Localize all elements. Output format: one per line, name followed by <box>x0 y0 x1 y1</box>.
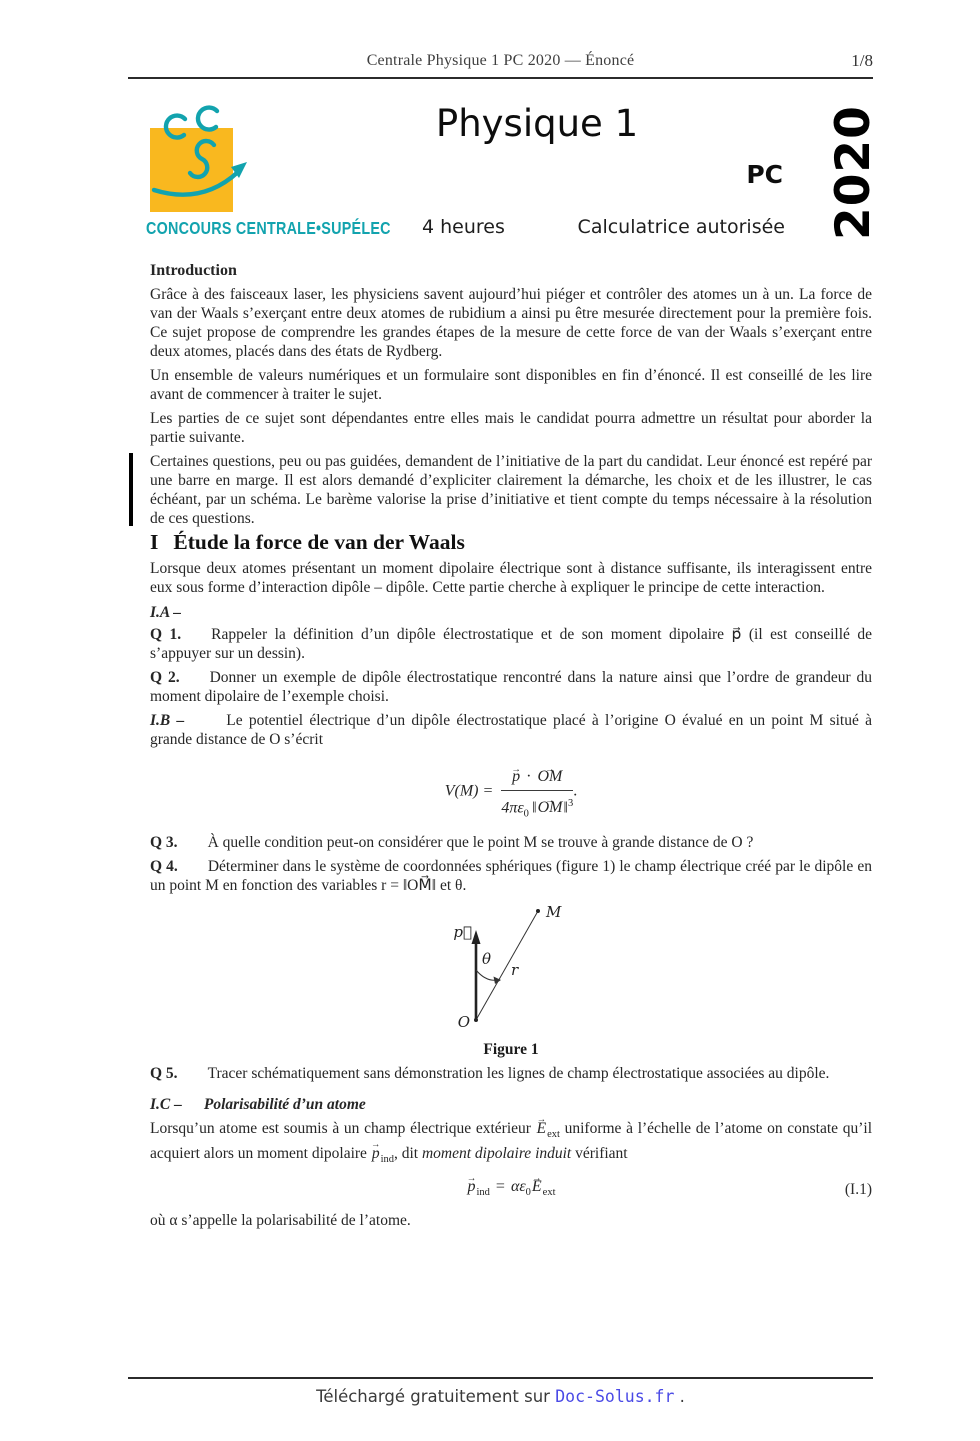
intro-paragraph-text: Certaines questions, peu ou pas guidées, demandent de l’initiative de la part du candidat. Leur énoncé est repéré par une barre en marge. Il est alors demandé d’expliciter clairement la démarche, les choix et de les illustrer, le cas échéant, par un schéma. Le barème valorise la prise d’initiative et tient compte du temps nécessaire à la résolution de ces questions. <box>150 453 872 527</box>
dot-operator: · <box>526 768 532 785</box>
epsilon-subscript: 0 <box>525 1186 531 1198</box>
p-arrowhead <box>472 930 481 944</box>
question-4 <box>150 857 872 895</box>
footer-period: . <box>674 1387 685 1406</box>
subsection-ic-title: Polarisabilité d’un atome <box>203 1095 366 1113</box>
question-2 <box>150 668 872 706</box>
origin-dot <box>474 1018 478 1022</box>
e-ext-vector: → E <box>531 1177 543 1197</box>
exam-title: Physique 1 <box>435 102 639 145</box>
running-header <box>128 52 873 70</box>
question-3 <box>150 833 872 852</box>
subsection-ia-heading: I.A – <box>150 604 182 621</box>
figure-1-caption: Figure 1 <box>483 1040 539 1058</box>
question-label: Q 4. <box>150 857 178 875</box>
section-1-lead: Lorsque deux atomes présentant un moment dipolaire électrique sont à distance suffisante, ils interagissent entre eux sous forme d’interaction dipôle – dipôle. Cette partie cherche à expliquer le principe de cette interaction. <box>150 560 872 596</box>
question-label: Q 3. <box>150 833 178 851</box>
p-ind-vector: → p <box>371 1144 381 1163</box>
question-text: À quelle condition peut-on considérer que le point M se trouve à grande distance de O ? <box>207 833 754 851</box>
fraction-denominator <box>501 791 573 825</box>
ind-subscript: ind <box>380 1153 394 1165</box>
label-theta: θ <box>482 949 492 968</box>
duration-label: 4 heures <box>422 216 505 238</box>
label-origin: O <box>457 1012 470 1031</box>
label-r: r <box>511 960 519 979</box>
calculator-label: Calculatrice autorisée <box>577 216 785 238</box>
question-1 <box>150 625 872 663</box>
header-rule <box>128 77 873 79</box>
ind-subscript: ind <box>476 1186 490 1198</box>
equation-tag: (I.1) <box>844 1180 872 1198</box>
question-text: Donner un exemple de dipôle électrostatique rencontré dans la nature ainsi que l’ordre de grandeur du moment dipolaire de l’exemple choisi. <box>150 669 872 705</box>
intro-paragraph: Les parties de ce sujet sont dépendantes entre elles mais le candidat pourra admettre un résultat pour aborder la partie suivante. <box>150 410 872 446</box>
subsection-ib-text: Le potentiel électrique d’un dipôle électrostatique placé à l’origine O évalué en un point M situé à grande distance de O s’écrit <box>150 712 872 748</box>
question-text: Déterminer dans le système de coordonnées sphériques (figure 1) le champ électrique créé par le dipôle en un point M en fonction des variables r = ‖OM⃗‖ et θ. <box>150 857 872 894</box>
intro-paragraph-marked <box>150 452 872 528</box>
equals-sign: = <box>495 1177 505 1195</box>
question-label: Q 2. <box>150 669 180 686</box>
label-p-vector: p⃗ <box>453 922 472 941</box>
document-body <box>150 261 872 1235</box>
doc-solus-link[interactable]: Doc-Solus.fr <box>555 1387 675 1406</box>
question-text: Tracer schématiquement sans démonstration les lignes de champ électrostatique associées au dipôle. <box>207 1064 830 1082</box>
header-title: Centrale Physique 1 PC 2020 — Énoncé <box>366 52 635 69</box>
four-pi-epsilon: 4πε <box>501 799 524 817</box>
question-text: Rappeler la définition d’un dipôle électrostatique et de son moment dipolaire p⃗ (il est conseillé de s’appuyer sur un dessin). <box>150 626 872 662</box>
ic-italic-phrase: moment dipolaire induit <box>421 1144 572 1162</box>
equation-period: . <box>573 782 578 800</box>
section-1-heading <box>150 530 872 554</box>
ic-text: uniforme à l’échelle de l’atome on constate qu’il acquiert alors un moment dipolaire <box>150 1119 872 1162</box>
fraction-numerator <box>501 759 573 791</box>
label-point-m: M <box>546 902 562 921</box>
intro-heading: Introduction <box>150 262 237 279</box>
footer-rule <box>128 1377 873 1379</box>
equation-induced-dipole <box>150 1177 872 1203</box>
epsilon-subscript: 0 <box>523 808 529 820</box>
cube-exponent: 3 <box>567 798 574 809</box>
alpha-epsilon: αε <box>510 1177 526 1195</box>
section-number: I <box>150 530 159 554</box>
year-label: 2020 <box>826 105 881 240</box>
norm-bar: ‖ <box>532 799 537 817</box>
intro-paragraph: Grâce à des faisceaux laser, les physiciens savent aujourd’hui piéger et contrôler des atomes un à un. La force de van der Waals s’exerçant entre deux atomes de rubidium a ainsi pu être mesurée directement pour la première fois. Ce sujet propose de comprendre les grandes étapes de la mesure de cette force de van der Waals s’exerçant entre deux atomes, placés dans des états de Rydberg. <box>150 286 872 360</box>
question-label: Q 5. <box>150 1064 178 1082</box>
ic-text: vérifiant <box>571 1144 628 1162</box>
subsection-ic-text <box>150 1119 872 1169</box>
footer-text: Téléchargé gratuitement sur <box>316 1387 556 1406</box>
page-number: 1/8 <box>851 51 873 70</box>
track-label: PC <box>746 160 783 189</box>
om-vector: → OM <box>536 767 563 787</box>
fraction <box>501 759 573 825</box>
ext-subscript: ext <box>547 1128 560 1140</box>
centrale-supelec-logo-icon <box>144 98 268 216</box>
point-m-dot <box>536 909 540 913</box>
subsection-ib-label: I.B – <box>150 712 185 729</box>
subsection-ic-label: I.C – <box>150 1095 182 1113</box>
figure-1-diagram <box>446 900 576 1032</box>
ic-text: , dit <box>393 1144 422 1162</box>
closing-line: où α s’appelle la polarisabilité de l’atome. <box>150 1211 411 1229</box>
e-ext-vector: → E <box>536 1119 547 1138</box>
question-label: Q 1. <box>150 626 182 643</box>
ic-text: Lorsqu’un atome est soumis à un champ électrique extérieur <box>150 1119 536 1137</box>
question-5 <box>150 1064 872 1083</box>
section-title: Étude la force de van der Waals <box>173 530 465 554</box>
footer <box>128 1387 873 1406</box>
equation-potential <box>150 759 872 825</box>
ext-subscript: ext <box>542 1186 556 1198</box>
subsection-ib <box>150 711 872 749</box>
p-ind-vector: → p <box>466 1177 476 1197</box>
masthead <box>128 96 873 256</box>
p-vector: → p <box>511 767 521 787</box>
equation-lhs: V(M) = <box>444 782 494 800</box>
om-vector: → OM <box>537 798 564 818</box>
logo-wordmark: CONCOURS CENTRALE•SUPÉLEC <box>146 218 391 238</box>
norm-bar: ‖ <box>563 799 568 817</box>
figure-1 <box>150 900 872 1059</box>
intro-paragraph: Un ensemble de valeurs numériques et un formulaire sont disponibles en fin d’énoncé. Il est conseillé de les lire avant de commencer à traiter le sujet. <box>150 367 872 403</box>
initiative-margin-bar <box>129 453 133 526</box>
subsection-ic-heading <box>150 1095 872 1114</box>
